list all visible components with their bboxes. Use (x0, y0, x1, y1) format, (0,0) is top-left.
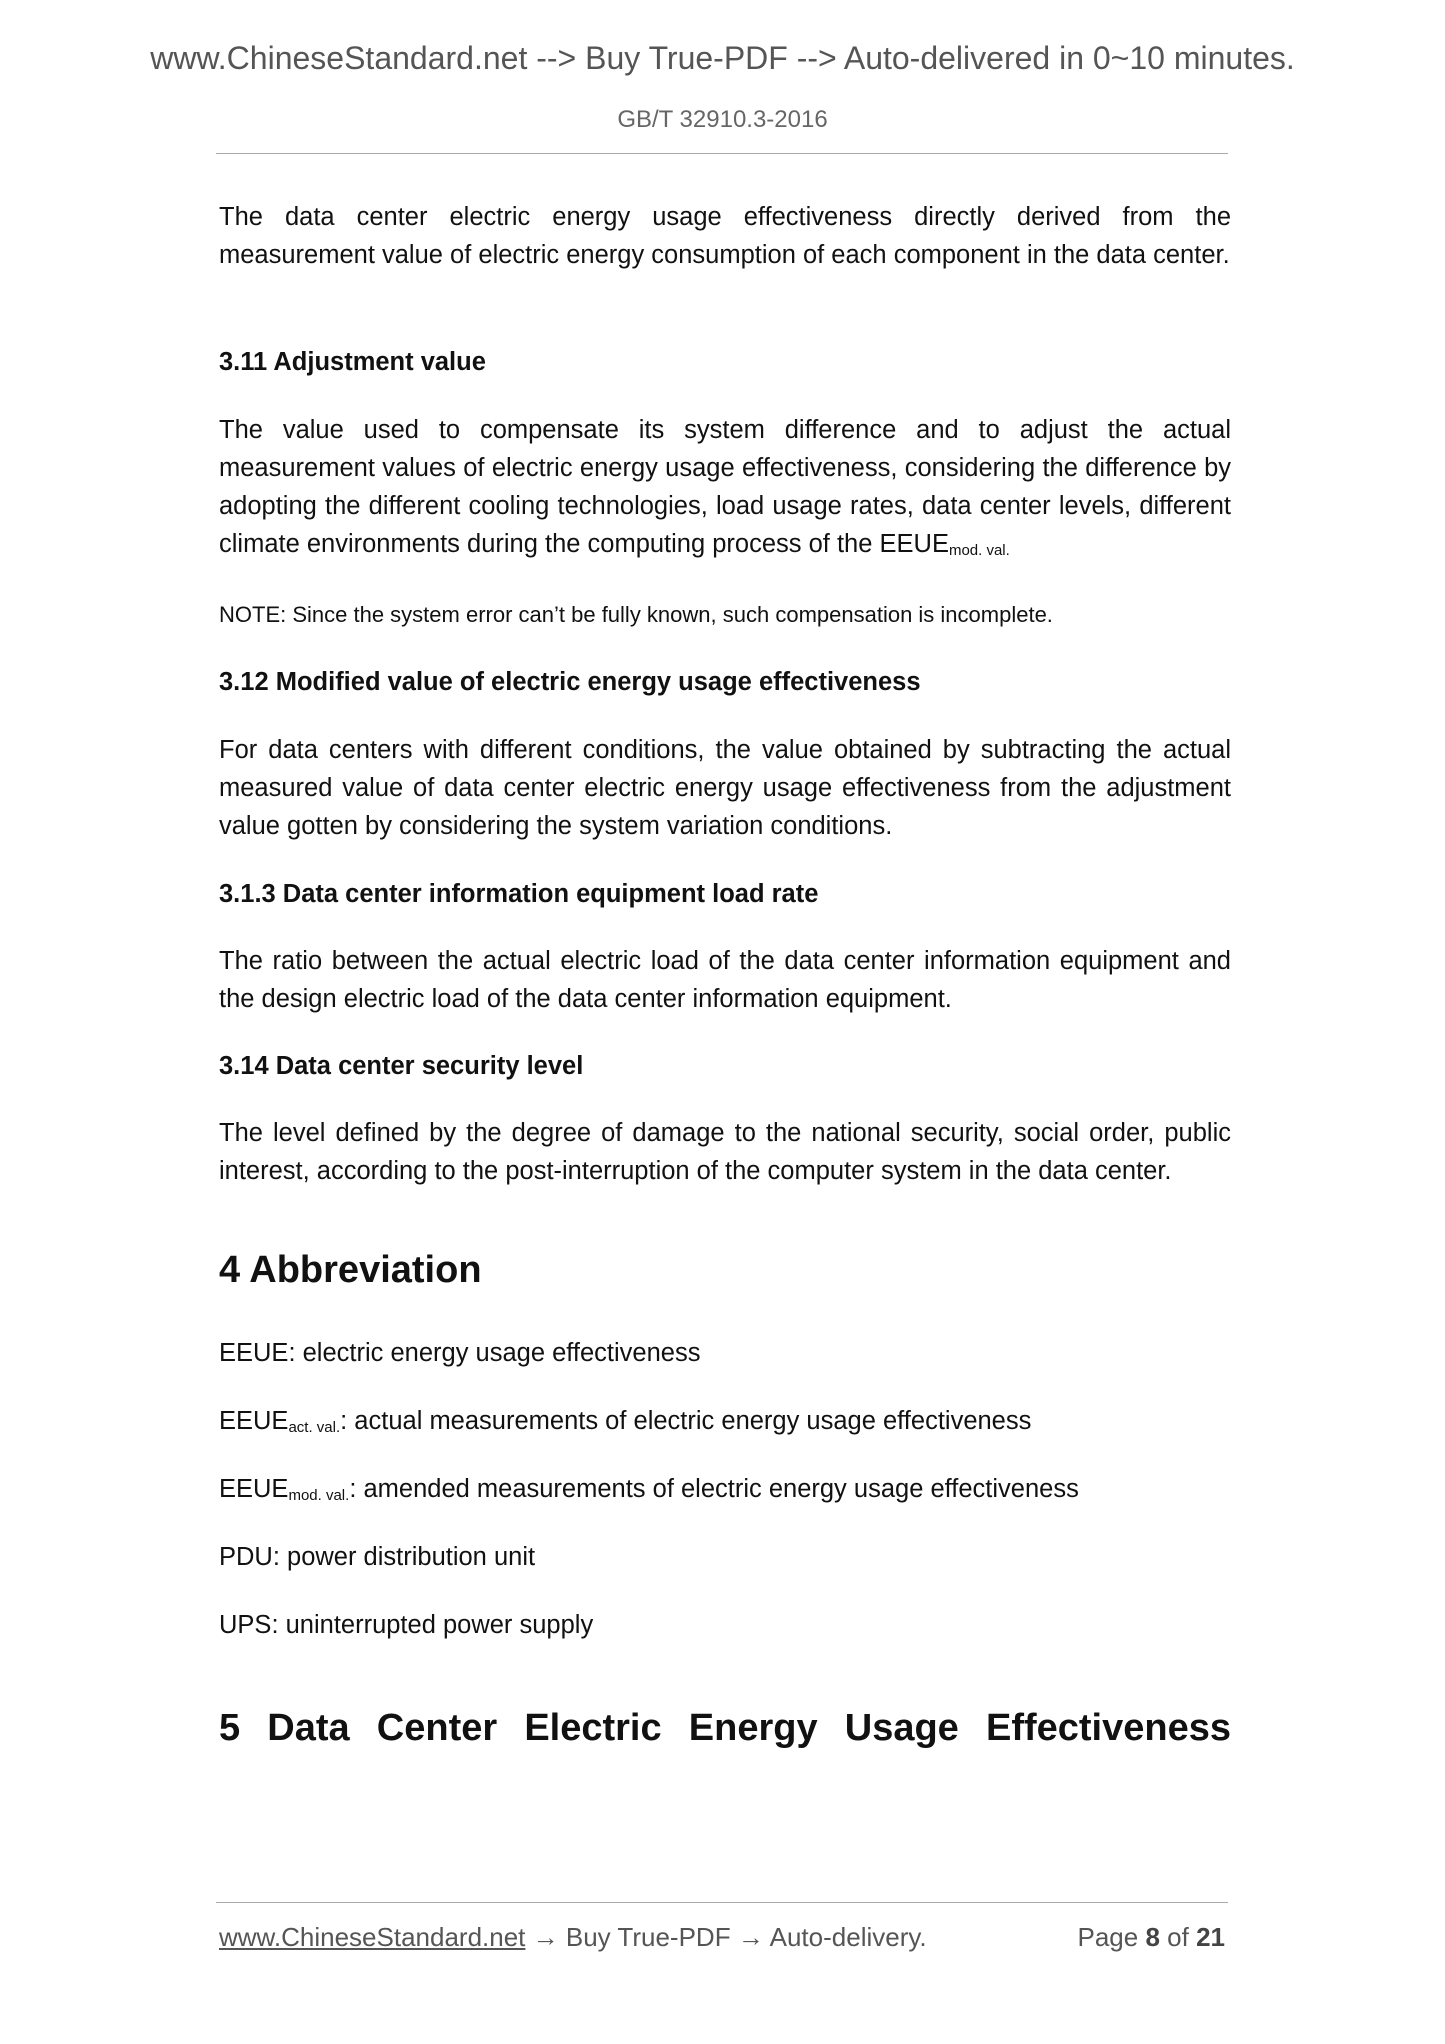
section-3-11-body: The value used to compensate its system difference and to adjust the actual measurement values of electric energy usage effectiveness, considering the difference by adopting the different cooling technologies, load usage rates, data center levels, different climate environments during the computing process of the EEUE (219, 416, 1231, 558)
abbr-term: UPS (219, 1611, 272, 1639)
abbreviation-item (219, 1404, 1231, 1438)
page-current: 8 (1145, 1922, 1160, 1952)
section-4-heading: 4 Abbreviation (219, 1249, 482, 1291)
abbr-definition: : power distribution unit (272, 1543, 536, 1571)
abbreviation-item (219, 1608, 1231, 1642)
abbr-term: PDU (219, 1543, 273, 1571)
section-3-13-text: The ratio between the actual electric load of the data center information equipment and the design electric load of the data center information equipment. (219, 947, 1231, 1013)
abbr-subscript: act. val. (288, 1419, 341, 1436)
section-3-12-heading: 3.12 Modified value of electric energy usage effectiveness (219, 668, 921, 696)
section-5-heading: 5 Data Center Electric Energy Usage Effectiveness (219, 1707, 1231, 1749)
top-banner: www.ChineseStandard.net --> Buy True-PDF --> Auto-delivered in 0~10 minutes. (150, 40, 1295, 76)
footer-site-link[interactable]: www.ChineseStandard.net (219, 1922, 526, 1952)
abbreviation-item (219, 1540, 1231, 1574)
abbreviation-item (219, 1472, 1231, 1506)
section-3-11-subscript: mod. val. (948, 542, 1010, 559)
abbr-definition: : actual measurements of electric energy usage effectiveness (340, 1407, 1032, 1435)
intro-paragraph: The data center electric energy usage effectiveness directly derived from the measurement value of electric energy consumption of each component in the data center. (219, 203, 1231, 269)
section-3-11-heading: 3.11 Adjustment value (219, 348, 486, 376)
abbr-definition: : amended measurements of electric energy usage effectiveness (349, 1475, 1079, 1503)
of-label: of (1167, 1922, 1189, 1952)
section-3-14-heading: 3.14 Data center security level (219, 1052, 584, 1080)
page-total: 21 (1196, 1922, 1225, 1952)
footer-divider (216, 1902, 1228, 1903)
section-3-13-heading: 3.1.3 Data center information equipment load rate (219, 880, 819, 908)
abbr-definition: : uninterrupted power supply (271, 1611, 594, 1639)
section-3-14-text: The level defined by the degree of damage to the national security, social order, public interest, according to the post-interruption of the computer system in the data center. (219, 1119, 1231, 1185)
abbr-term: EEUE (219, 1339, 289, 1367)
arrow-right-icon: → (737, 1922, 764, 1952)
header-divider (216, 153, 1228, 154)
abbreviation-item (219, 1336, 1231, 1370)
footer-left (219, 1922, 927, 1953)
standard-code: GB/T 32910.3-2016 (617, 106, 828, 133)
abbr-term: EEUE (219, 1407, 289, 1435)
footer-buy-text: Buy True-PDF (565, 1922, 731, 1952)
abbr-definition: : electric energy usage effectiveness (288, 1339, 701, 1367)
section-3-12-text: For data centers with different conditions, the value obtained by subtracting the actual measured value of data center electric energy usage effectiveness from the adjustment value gotten by considering the system variation conditions. (219, 736, 1231, 840)
footer-delivery-text: Auto-delivery. (769, 1922, 927, 1952)
section-3-11-note: NOTE: Since the system error can’t be fully known, such compensation is incomplete. (219, 602, 1053, 627)
page-number (1077, 1922, 1225, 1953)
arrow-right-icon: → (532, 1922, 559, 1952)
abbr-term: EEUE (219, 1475, 289, 1503)
section-3-11-text (219, 411, 1231, 563)
abbr-subscript: mod. val. (288, 1487, 350, 1504)
page-label: Page (1077, 1922, 1139, 1952)
